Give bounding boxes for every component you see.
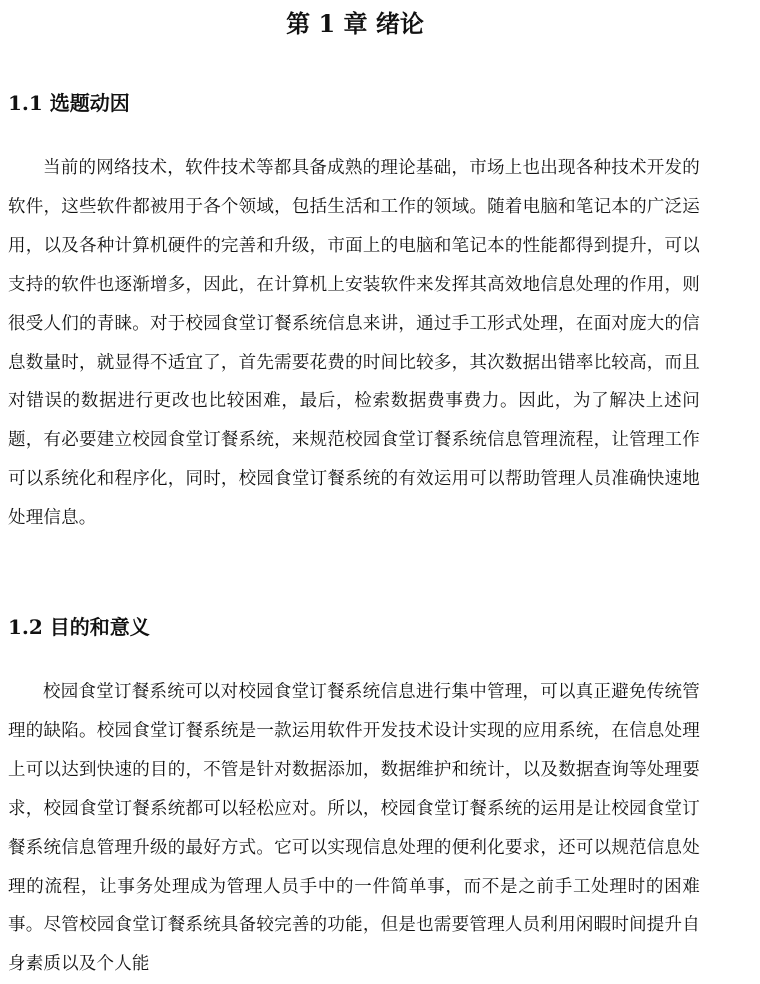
section-heading-1-1: 1.1 选题动因 — [8, 91, 130, 115]
section-heading-1-2: 1.2 目的和意义 — [8, 615, 150, 639]
section-paragraph-1-1: 当前的网络技术，软件技术等都具备成熟的理论基础，市场上也出现各种技术开发的软件，这些软件都被用于各个领域，包括生活和工作的领域。随着电脑和笔记本的广泛运用，以及各种计算机硬件的完善和升级，市面上的电脑和笔记本的性能都得到提升，可以支持的软件也逐渐增多，因此，在计算机上安装软件来发挥其高效地信息处理的作用，则很受人们的青睐。对于校园食堂订餐系统信息来讲，通过手工形式处理，在面对庞大的信息数量时，就显得不适宜了，首先需要花费的时间比较多，其次数据出错率比较高，而且对错误的数据进行更改也比较困难，最后，检索数据费事费力。因此，为了解决上述问题，有必要建立校园食堂订餐系统，来规范校园食堂订餐系统信息管理流程，让管理工作可以系统化和程序化，同时，校园食堂订餐系统的有效运用可以帮助管理人员准确快速地处理信息。 — [8, 158, 700, 529]
section-paragraph-1-2: 校园食堂订餐系统可以对校园食堂订餐系统信息进行集中管理，可以真正避免传统管理的缺陷。校园食堂订餐系统是一款运用软件开发技术设计实现的应用系统，在信息处理上可以达到快速的目的，不管是针对数据添加，数据维护和统计，以及数据查询等处理要求，校园食堂订餐系统都可以轻松应对。所以，校园食堂订餐系统的运用是让校园食堂订餐系统信息管理升级的最好方式。它可以实现信息处理的便利化要求，还可以规范信息处理的流程，让事务处理成为管理人员手中的一件简单事，而不是之前手工处理时的困难事。尽管校园食堂订餐系统具备较完善的功能，但是也需要管理人员利用闲暇时间提升自身素质以及个人能 — [8, 682, 700, 975]
chapter-title: 第 1 章 绪论 — [286, 9, 424, 38]
